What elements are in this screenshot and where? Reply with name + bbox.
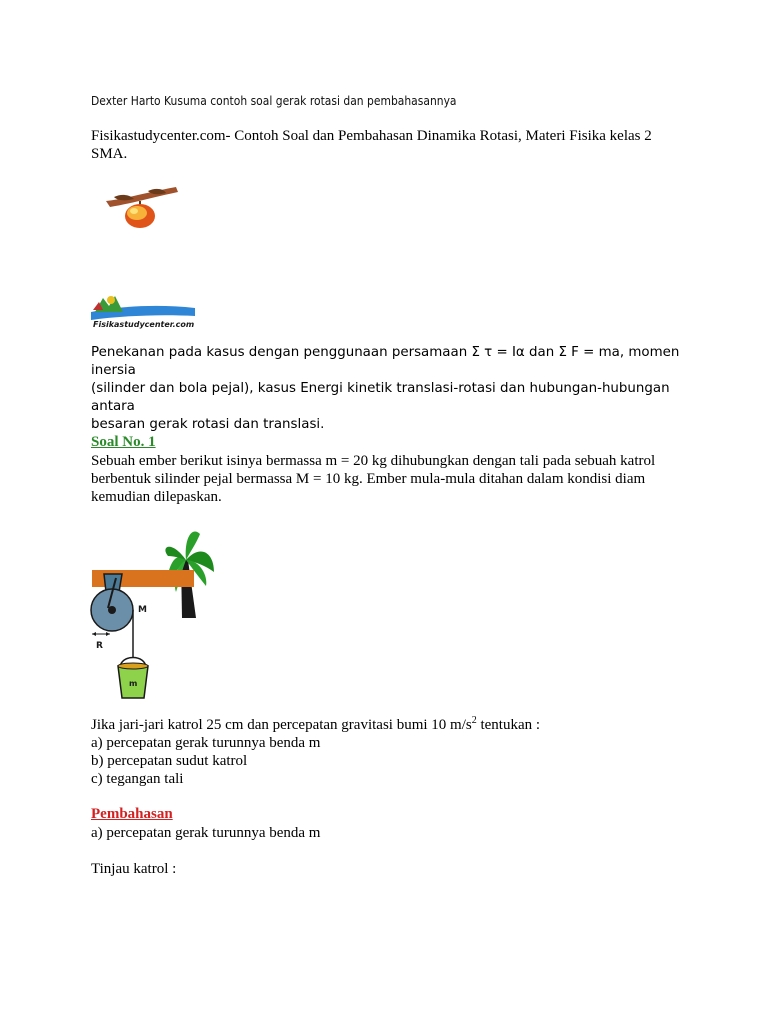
question-item-a: a) percepatan gerak turunnya benda m	[91, 735, 321, 751]
question-item-c: c) tegangan tali	[91, 771, 184, 787]
question-tail: tentukan :	[476, 717, 541, 733]
soal-title: Soal No. 1	[91, 434, 156, 450]
pulley-diagram	[88, 520, 228, 702]
soal-line-2: berbentuk silinder pejal bermassa M = 10 kg. Ember mula-mula ditahan dalam kondisi diam	[91, 471, 646, 487]
fruit-branch-image	[104, 183, 180, 229]
emphasis-line-3: besaran gerak rotasi dan translasi.	[91, 417, 325, 432]
question-line-1	[91, 716, 681, 734]
pembahasan-title: Pembahasan	[91, 806, 173, 822]
site-logo-text: Fisikastudycenter.com	[93, 320, 195, 329]
emphasis-line-2: (silinder dan bola pejal), kasus Energi kinetik translasi-rotasi dan hubungan-hubungan antara	[91, 381, 670, 414]
emphasis-paragraph	[91, 344, 681, 434]
site-logo	[89, 290, 197, 330]
question-item-b: b) percepatan sudut katrol	[91, 753, 248, 769]
intro-paragraph	[91, 127, 681, 163]
document-heading: Dexter Harto Kusuma contoh soal gerak rotasi dan pembahasannya	[91, 93, 457, 108]
question-exponent: 2	[471, 715, 477, 726]
question-paragraph	[91, 716, 681, 788]
label-mass-bucket: m	[129, 679, 138, 688]
soal-paragraph	[91, 452, 681, 506]
emphasis-line-1: Penekanan pada kasus dengan penggunaan persamaan Σ τ = Iα dan Σ F = ma, momen inersia	[91, 345, 680, 378]
pembahasan-item: a) percepatan gerak turunnya benda m	[91, 825, 321, 841]
soal-line-1: Sebuah ember berikut isinya bermassa m = 20 kg dihubungkan dengan tali pada sebuah katrol	[91, 453, 656, 469]
question-text: Jika jari-jari katrol 25 cm dan percepatan gravitasi bumi 10 m/s	[91, 717, 472, 733]
label-radius: R	[96, 641, 103, 651]
label-mass-pulley: M	[138, 605, 147, 615]
soal-line-3: kemudian dilepaskan.	[91, 489, 222, 505]
intro-line-2: SMA.	[91, 146, 128, 162]
intro-line-1: Fisikastudycenter.com- Contoh Soal dan Pembahasan Dinamika Rotasi, Materi Fisika kelas 2	[91, 128, 652, 144]
tinjau-katrol-text: Tinjau katrol :	[91, 861, 177, 877]
